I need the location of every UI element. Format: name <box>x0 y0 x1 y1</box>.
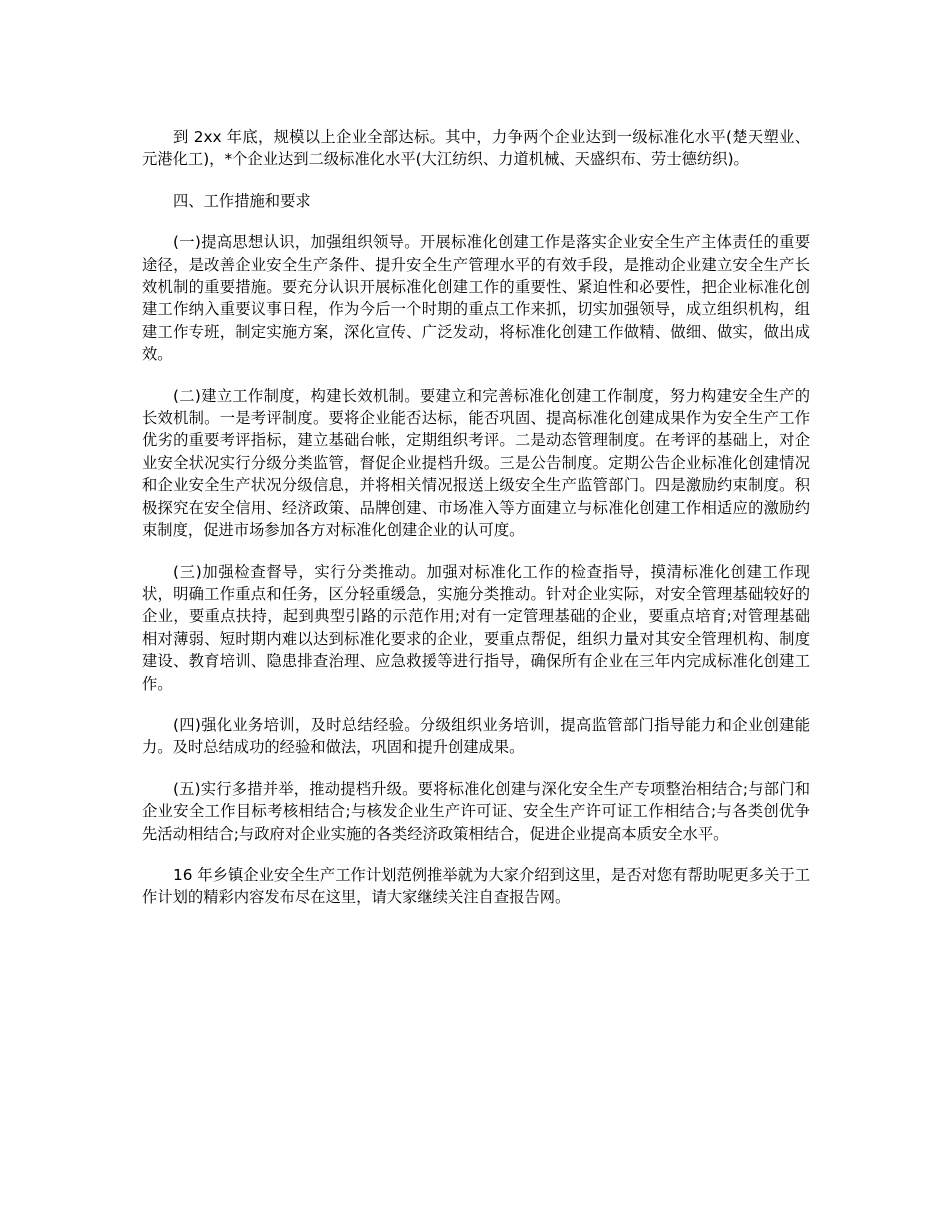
paragraph-closing: 16 年乡镇企业安全生产工作计划范例推举就为大家介绍到这里，是否对您有帮助呢更多关于工作计划的精彩内容发布尽在这里，请大家继续关注自查报告网。 <box>142 865 810 907</box>
document-page <box>142 126 810 928</box>
paragraph-measure-2: (二)建立工作制度，构建长效机制。要建立和完善标准化创建工作制度，努力构建安全生产的长效机制。一是考评制度。要将企业能否达标，能否巩固、提高标准化创建成果作为安全生产工作优劣的重要考评指标，建立基础台帐，定期组织考评。二是动态管理制度。在考评的基础上，对企业安全状况实行分级分类监管，督促企业提档升级。三是公告制度。定期公告企业标准化创建情况和企业安全生产状况分级信息，并将相关情况报送上级安全生产监管部门。四是激励约束制度。积极探究在安全信用、经济政策、品牌创建、市场准入等方面建立与标准化创建工作相适应的激励约束制度，促进市场参加各方对标准化创建企业的认可度。 <box>142 386 810 540</box>
paragraph-measure-1: (一)提高思想认识，加强组织领导。开展标准化创建工作是落实企业安全生产主体责任的重要途径，是改善企业安全生产条件、提升安全生产管理水平的有效手段，是推动企业建立安全生产长效机制的重要措施。要充分认识开展标准化创建工作的重要性、紧迫性和必要性，把企业标准化创建工作纳入重要议事日程，作为今后一个时期的重点工作来抓，切实加强领导，成立组织机构，组建工作专班，制定实施方案，深化宣传、广泛发动，将标准化创建工作做精、做细、做实，做出成效。 <box>142 233 810 364</box>
paragraph-measure-3: (三)加强检查督导，实行分类推动。加强对标准化工作的检查指导，摸清标准化创建工作现状，明确工作重点和任务，区分轻重缓急，实施分类推动。针对企业实际，对安全管理基础较好的企业，要重点扶持，起到典型引路的示范作用;对有一定管理基础的企业，要重点培育;对管理基础相对薄弱、短时期内难以达到标准化要求的企业，要重点帮促，组织力量对其安全管理机构、制度建设、教育培训、隐患排查治理、应急救援等进行指导，确保所有企业在三年内完成标准化创建工作。 <box>142 562 810 693</box>
paragraph-target: 到 2xx 年底，规模以上企业全部达标。其中，力争两个企业达到一级标准化水平(楚天塑业、元港化工)，*个企业达到二级标准化水平(大江纺织、力道机械、天盛织布、劳士德纺织)。 <box>142 128 810 169</box>
paragraph-measure-4: (四)强化业务培训，及时总结经验。分级组织业务培训，提高监管部门指导能力和企业创建能力。及时总结成功的经验和做法，巩固和提升创建成果。 <box>142 715 810 757</box>
section-heading-measures: 四、工作措施和要求 <box>173 191 311 210</box>
paragraph-measure-5: (五)实行多措并举，推动提档升级。要将标准化创建与深化安全生产专项整治相结合;与部门和企业安全工作目标考核相结合;与核发企业生产许可证、安全生产许可证工作相结合;与各类创优争先活动相结合;与政府对企业实施的各类经济政策相结合，促进企业提高本质安全水平。 <box>142 779 810 843</box>
